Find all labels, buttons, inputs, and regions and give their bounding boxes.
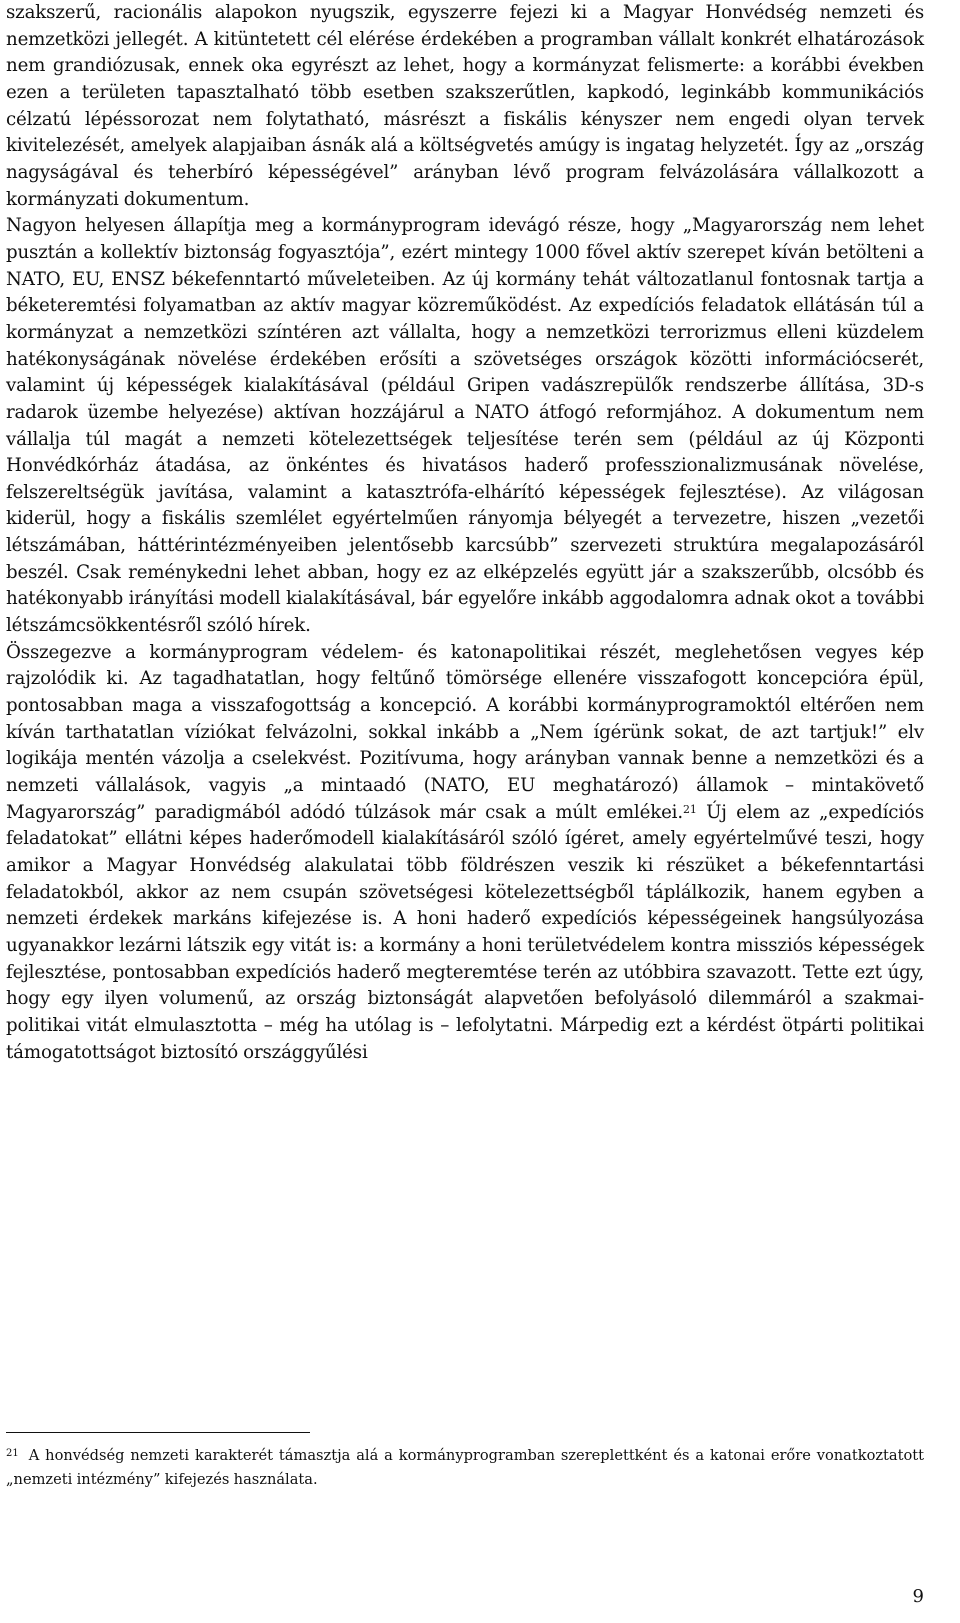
- footnote-divider: [6, 1432, 310, 1433]
- document-page: [6, 0, 924, 1066]
- body-paragraph-1: szakszerű, racionális alapokon nyugszik, egyszerre fejezi ki a Magyar Honvédség nemzeti és nemzetközi jellegét. A kitüntetett cél elérése érdekében a programban vállalt konkrét elhatározások nem grandiózusak, ennek oka egyrészt az lehet, hogy a kormányzat felismerte: a korábbi években ezen a területen tapasztalható több esetben szakszerűtlen, kapkodó, leginkább kommunikációs célzatú lépéssorozat nem folytatható, másrészt a fiskális kényszer nem engedi olyan tervek kivitelezését, amelyek alapjaiban ásnák alá a költségvetés amúgy is ingatag helyzetét. Így az „ország nagyságával és teherbíró képességével” arányban lévő program felvázolására vállalkozott a kormányzati dokumentum.: [6, 2, 924, 210]
- body-paragraph-3: [6, 640, 924, 1067]
- footnote-text: A honvédség nemzeti karakterét támasztja alá a kormányprogramban szereplettként és a katonai erőre vonatkoztatott „nemzeti intézmény” kifejezés használata.: [6, 1447, 924, 1488]
- body-paragraph-2: Nagyon helyesen állapítja meg a kormányprogram idevágó része, hogy „Magyarország nem lehet pusztán a kollektív biztonság fogyasztója”, ezért mintegy 1000 fővel aktív szerepet kíván betölteni a NATO, EU, ENSZ békefenntartó műveleteiben. Az új kormány tehát változatlanul fontosnak tartja a béketeremtési folyamatban az aktív magyar közreműködést. Az expedíciós feladatok ellátásán túl a kormányzat a nemzetközi színtéren azt vállalta, hogy a nemzetközi terrorizmus elleni küzdelem hatékonyságának növelése érdekében erősíti a szövetséges országok közötti információcserét, valamint új képességek kialakításával (például Gripen vadászrepülők rendszerbe állítása, 3D-s radarok üzembe helyezése) aktívan hozzájárul a NATO átfogó reformjához. A dokumentum nem vállalja túl magát a nemzeti kötelezettségek teljesítése terén sem (például az új Központi Honvédkórház átadása, az önkéntes és hivatásos haderő professzionalizmusának növelése, felszereltségük javítása, valamint a katasztrófa-elhárító képességek fejlesztése). Az világosan kiderül, hogy a fiskális szemlélet egyértelműen rányomja bélyegét a tervezetre, hiszen „vezetői létszámában, háttérintézményeiben jelentősebb karcsúbb” szervezeti struktúra megalapozásáról beszél. Csak reménykedni lehet abban, hogy ez az elképzelés együtt jár a szakszerűbb, olcsóbb és hatékonyabb irányítási modell kialakításával, bár egyelőre inkább aggodalomra adnak okot a további létszámcsökkentésről szóló hírek.: [6, 215, 924, 637]
- body-paragraph-3-text-b: Új elem az „expedíciós feladatokat” ellátni képes haderőmodell kialakításáról szóló ígéret, amely egyértelművé teszi, hogy amikor a Magyar Honvédség alakulatai több földrészen veszik ki részüket a békefenntartási feladatokból, akkor az nem csupán szövetségesi kötelezettségből táplálkozik, hanem egyben a nemzeti érdekek markáns kifejezése is. A honi haderő expedíciós képességeinek hangsúlyozása ugyanakkor lezárni látszik egy vitát is: a kormány a honi területvédelem kontra missziós képességek fejlesztése, pontosabban expedíciós haderő megteremtése terén az utóbbira szavazott. Tette ezt úgy, hogy egy ilyen volumenű, az ország biztonságát alapvetően befolyásoló dilemmáról a szakmai-politikai vitát elmulasztotta – még ha utólag is – lefolytatni. Márpedig ezt a kérdést ötpárti politikai támogatottságot biztosító országgyűlési: [6, 801, 924, 1063]
- page-number: 9: [912, 1586, 924, 1607]
- footnote-number: 21: [6, 1448, 19, 1459]
- footnote-reference[interactable]: 21: [683, 802, 697, 816]
- body-paragraph-3-text-a: Összegezve a kormányprogram védelem- és katonapolitikai részét, meglehetősen vegyes kép rajzolódik ki. Az tagadhatatlan, hogy feltűnő tömörsége ellenére visszafogott koncepcióra épül, pontosabban maga a visszafogottság a koncepció. A korábbi kormányprogramoktól eltérően nem kíván tarthatatlan víziókat felvázolni, sokkal inkább a „Nem ígérünk sokat, de azt tartjuk!” elv logikája mentén vázolja a cselekvést. Pozitívuma, hogy arányban vannak benne a nemzetközi és a nemzeti vállalások, vagyis „a mintaadó (NATO, EU meghatározó) államok – mintakövető Magyarország” paradigmából adódó túlzások már csak a múlt emlékei.: [6, 641, 924, 823]
- footnote: [6, 1444, 924, 1492]
